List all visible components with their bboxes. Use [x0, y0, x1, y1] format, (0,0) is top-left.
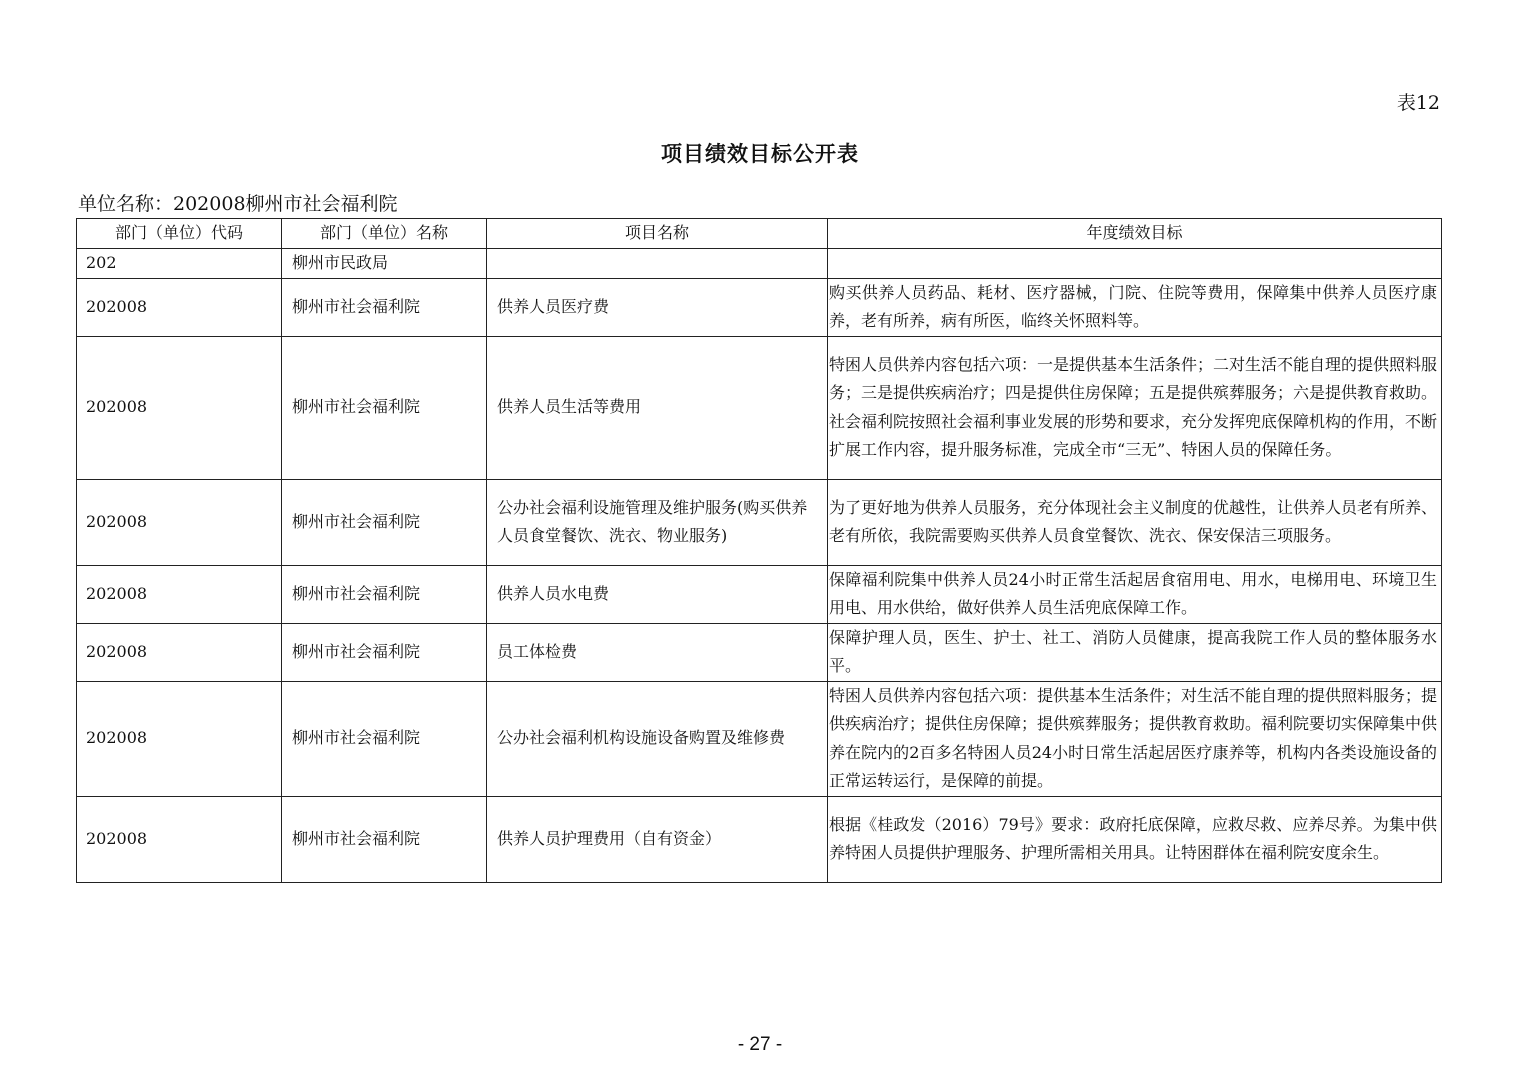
cell-dept-name: 柳州市社会福利院	[282, 565, 487, 623]
table-header-row	[77, 219, 1442, 249]
table-row	[77, 336, 1442, 479]
header-dept-name: 部门（单位）名称	[282, 219, 487, 249]
cell-dept-name: 柳州市社会福利院	[282, 681, 487, 796]
header-annual-goal: 年度绩效目标	[828, 219, 1442, 249]
cell-project-name	[487, 248, 828, 278]
cell-project-name: 供养人员水电费	[487, 565, 828, 623]
cell-annual-goal: 特困人员供养内容包括六项：提供基本生活条件；对生活不能自理的提供照料服务；提供疾病治疗；提供住房保障；提供殡葬服务；提供教育救助。福利院要切实保障集中供养在院内的2百多名特困人员24小时日常生活起居医疗康养等，机构内各类设施设备的正常运转运行，是保障的前提。	[828, 681, 1442, 796]
cell-dept-code: 202008	[77, 623, 282, 681]
cell-dept-code: 202	[77, 248, 282, 278]
cell-project-name: 员工体检费	[487, 623, 828, 681]
cell-dept-name: 柳州市社会福利院	[282, 623, 487, 681]
table-row	[77, 248, 1442, 278]
cell-annual-goal: 保障护理人员，医生、护士、社工、消防人员健康，提高我院工作人员的整体服务水平。	[828, 623, 1442, 681]
table-row	[77, 623, 1442, 681]
cell-annual-goal: 购买供养人员药品、耗材、医疗器械，门院、住院等费用，保障集中供养人员医疗康养，老有所养，病有所医，临终关怀照料等。	[828, 278, 1442, 336]
page-number: - 27 -	[737, 1034, 783, 1055]
cell-project-name: 公办社会福利机构设施设备购置及维修费	[487, 681, 828, 796]
cell-dept-code: 202008	[77, 336, 282, 479]
cell-annual-goal: 根据《桂政发（2016）79号》要求：政府托底保障，应救尽救、应养尽养。为集中供养特困人员提供护理服务、护理所需相关用具。让特困群体在福利院安度余生。	[828, 796, 1442, 882]
cell-project-name: 供养人员生活等费用	[487, 336, 828, 479]
cell-project-name: 供养人员护理费用（自有资金）	[487, 796, 828, 882]
cell-annual-goal: 保障福利院集中供养人员24小时正常生活起居食宿用电、用水，电梯用电、环境卫生用电、用水供给，做好供养人员生活兜底保障工作。	[828, 565, 1442, 623]
performance-goals-table	[76, 218, 1442, 883]
cell-dept-name: 柳州市社会福利院	[282, 278, 487, 336]
table-row	[77, 796, 1442, 882]
unit-name-line: 单位名称：202008柳州市社会福利院	[78, 193, 398, 215]
cell-dept-name: 柳州市社会福利院	[282, 336, 487, 479]
cell-project-name: 公办社会福利设施管理及维护服务(购买供养人员食堂餐饮、洗衣、物业服务)	[487, 479, 828, 565]
header-dept-code: 部门（单位）代码	[77, 219, 282, 249]
cell-annual-goal: 特困人员供养内容包括六项：一是提供基本生活条件；二对生活不能自理的提供照料服务；三是提供疾病治疗；四是提供住房保障；五是提供殡葬服务；六是提供教育救助。社会福利院按照社会福利事业发展的形势和要求，充分发挥兜底保障机构的作用，不断扩展工作内容，提升服务标准，完成全市“三无”、特困人员的保障任务。	[828, 336, 1442, 479]
cell-dept-name: 柳州市社会福利院	[282, 479, 487, 565]
table-row	[77, 278, 1442, 336]
cell-dept-code: 202008	[77, 681, 282, 796]
table-row	[77, 681, 1442, 796]
table-row	[77, 565, 1442, 623]
cell-dept-name: 柳州市民政局	[282, 248, 487, 278]
cell-dept-name: 柳州市社会福利院	[282, 796, 487, 882]
page-title: 项目绩效目标公开表	[661, 141, 859, 166]
cell-dept-code: 202008	[77, 796, 282, 882]
cell-project-name: 供养人员医疗费	[487, 278, 828, 336]
cell-dept-code: 202008	[77, 565, 282, 623]
cell-dept-code: 202008	[77, 479, 282, 565]
header-project-name: 项目名称	[487, 219, 828, 249]
cell-annual-goal	[828, 248, 1442, 278]
cell-annual-goal: 为了更好地为供养人员服务，充分体现社会主义制度的优越性，让供养人员老有所养、老有所依，我院需要购买供养人员食堂餐饮、洗衣、保安保洁三项服务。	[828, 479, 1442, 565]
table-row	[77, 479, 1442, 565]
table-number: 表12	[1396, 92, 1440, 114]
cell-dept-code: 202008	[77, 278, 282, 336]
